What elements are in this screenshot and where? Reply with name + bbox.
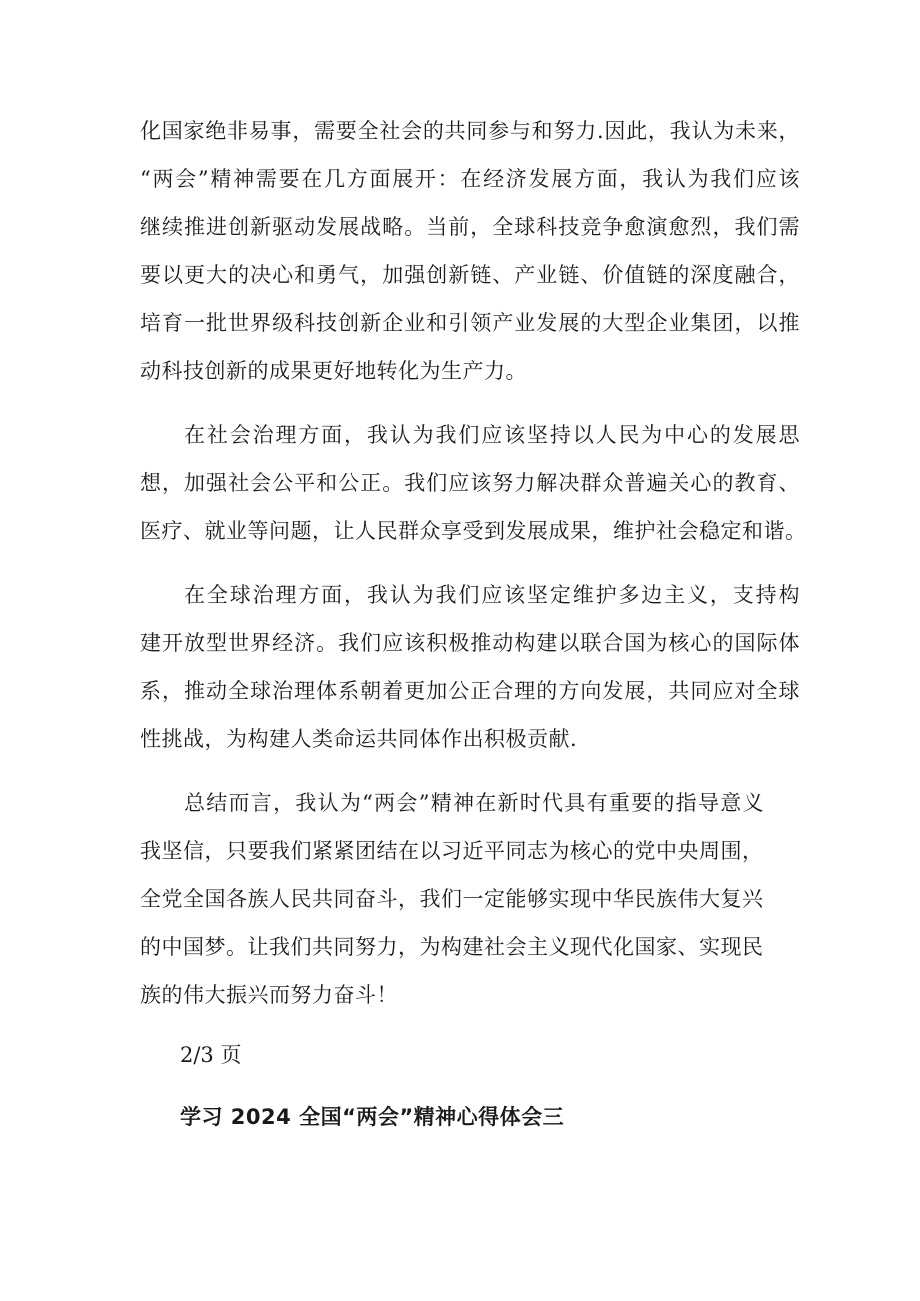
paragraph-2-line-2: 想，加强社会公平和公正。我们应该努力解决群众普遍关心的教育、: [140, 471, 800, 495]
paragraph-4-line-2: 我坚信，只要我们紧紧团结在以习近平同志为核心的党中央周围，: [140, 839, 764, 863]
section-heading: 学习 2024 全国“两会”精神心得体会三: [180, 1105, 565, 1129]
paragraph-3-line-2: 建开放型世界经济。我们应该积极推动构建以联合国为核心的国际体: [140, 631, 800, 655]
paragraph-4-line-5: 族的伟大振兴而努力奋斗！: [140, 983, 398, 1007]
paragraph-3-line-1: 在全球治理方面，我认为我们应该坚定维护多边主义，支持构: [184, 583, 800, 607]
paragraph-1-line-1: 化国家绝非易事，需要全社会的共同参与和努力.因此，我认为未来，: [140, 119, 800, 143]
paragraph-4-line-1: 总结而言，我认为“两会”精神在新时代具有重要的指导意义: [184, 791, 764, 815]
paragraph-3-line-3: 系，推动全球治理体系朝着更加公正合理的方向发展，共同应对全球: [140, 679, 800, 703]
page-number: 2/3 页: [180, 1043, 242, 1067]
paragraph-3-line-4: 性挑战，为构建人类命运共同体作出积极贡献.: [140, 727, 578, 751]
paragraph-1-line-5: 培育一批世界级科技创新企业和引领产业发展的大型企业集团，以推: [140, 311, 800, 335]
paragraph-1-line-2: “两会”精神需要在几方面展开：在经济发展方面，我认为我们应该: [140, 167, 800, 191]
paragraph-4-line-4: 的中国梦。让我们共同努力，为构建社会主义现代化国家、实现民: [140, 935, 764, 959]
paragraph-1-line-4: 要以更大的决心和勇气，加强创新链、产业链、价值链的深度融合，: [140, 263, 800, 287]
paragraph-2-line-3: 医疗、就业等问题，让人民群众享受到发展成果，维护社会稳定和谐。: [140, 519, 807, 543]
paragraph-2-line-1: 在社会治理方面，我认为我们应该坚持以人民为中心的发展思: [184, 423, 800, 447]
paragraph-1-line-6: 动科技创新的成果更好地转化为生产力。: [140, 359, 527, 383]
paragraph-4-line-3: 全党全国各族人民共同奋斗，我们一定能够实现中华民族伟大复兴: [140, 887, 764, 911]
paragraph-1-line-3: 继续推进创新驱动发展战略。当前，全球科技竞争愈演愈烈，我们需: [140, 215, 800, 239]
